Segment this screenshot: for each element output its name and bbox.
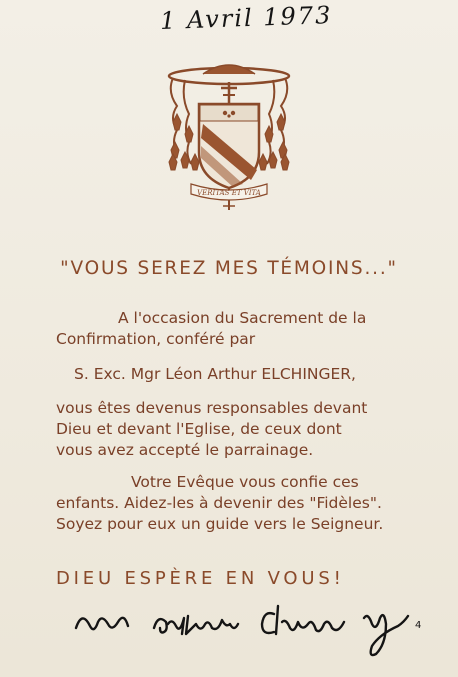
footer-motto: DIEU ESPÈRE EN VOUS! <box>56 568 345 589</box>
text-line: Dieu et devant l'Eglise, de ceux dont <box>56 420 342 438</box>
text-line: Soyez pour eux un guide vers le Seigneur. <box>56 515 384 533</box>
episcopal-coat-of-arms <box>163 62 295 212</box>
paragraph-occasion <box>56 308 406 350</box>
bishop-signature <box>68 588 428 658</box>
paragraph-bishop-message <box>56 472 406 535</box>
bishop-name-line: S. Exc. Mgr Léon Arthur ELCHINGER, <box>74 365 356 383</box>
text-line: vous êtes devenus responsables devant <box>56 399 368 417</box>
text-line: Votre Evêque vous confie ces <box>131 473 359 491</box>
svg-text:4: 4 <box>415 620 422 631</box>
text-line: vous avez accepté le parrainage. <box>56 441 314 459</box>
paragraph-responsibility <box>56 398 406 461</box>
text-line: A l'occasion du Sacrement de la <box>118 309 367 327</box>
text-line: Confirmation, conféré par <box>56 330 256 348</box>
crest-motto: VERITAS ET VITA <box>197 189 261 197</box>
headline: "VOUS SEREZ MES TÉMOINS..." <box>60 258 398 279</box>
text-line: enfants. Aidez-les à devenir des "Fidèles". <box>56 494 382 512</box>
handwritten-date: 1 Avril 1973 <box>159 1 333 35</box>
